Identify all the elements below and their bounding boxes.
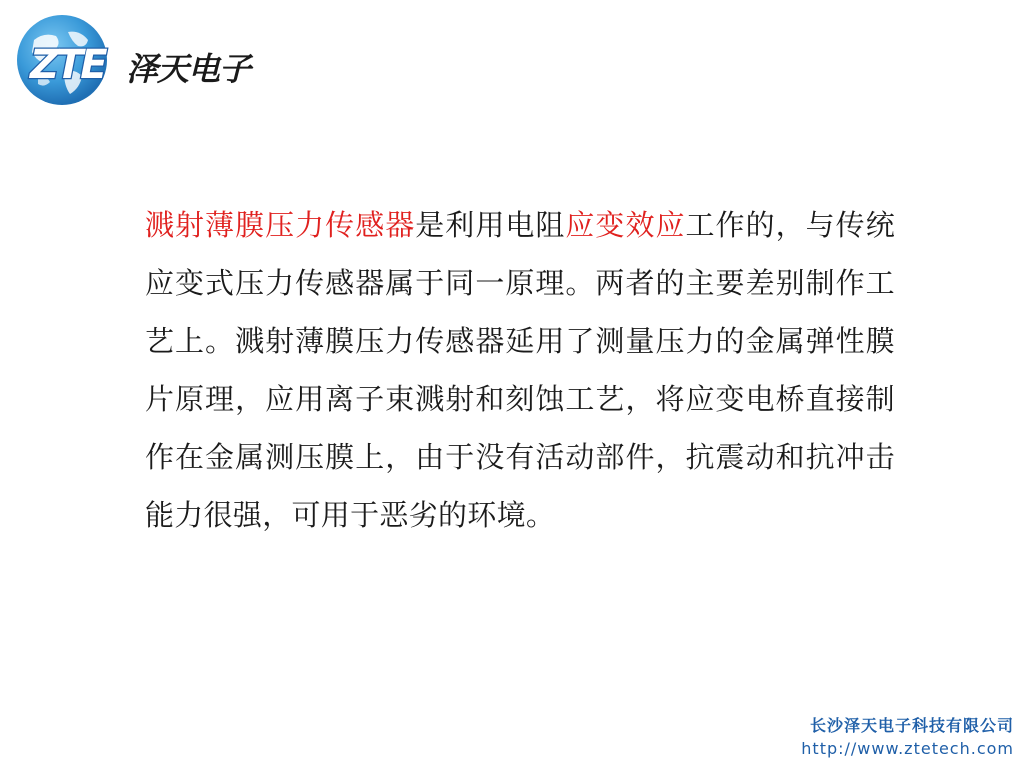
main-paragraph bbox=[145, 196, 895, 544]
highlight-term-strain-effect: 应变效应 bbox=[565, 208, 686, 242]
logo-company-name: 泽天电子 bbox=[126, 50, 251, 88]
footer-company-name: 长沙泽天电子科技有限公司 bbox=[809, 716, 1014, 735]
footer bbox=[801, 714, 1014, 760]
paragraph-segment: 是利用电阻 bbox=[415, 208, 566, 242]
highlight-term-sputtered-film-sensor: 溅射薄膜压力传感器 bbox=[145, 208, 416, 242]
company-logo bbox=[12, 10, 262, 110]
footer-website-link[interactable]: http://www.ztetech.com bbox=[801, 739, 1014, 758]
logo-letters: ZTE bbox=[30, 42, 105, 88]
globe-logo-icon bbox=[12, 10, 262, 110]
paragraph-segment: 工作的，与传统应变式压力传感器属于同一原理。两者的主要差别制作工艺上。溅射薄膜压力传感器延用了测量压力的金属弹性膜片原理，应用离子束溅射和刻蚀工艺，将应变电桥直接制作在金属测压膜上，由于没有活动部件，抗震动和抗冲击能力很强，可用于恶劣的环境。 bbox=[145, 208, 895, 532]
